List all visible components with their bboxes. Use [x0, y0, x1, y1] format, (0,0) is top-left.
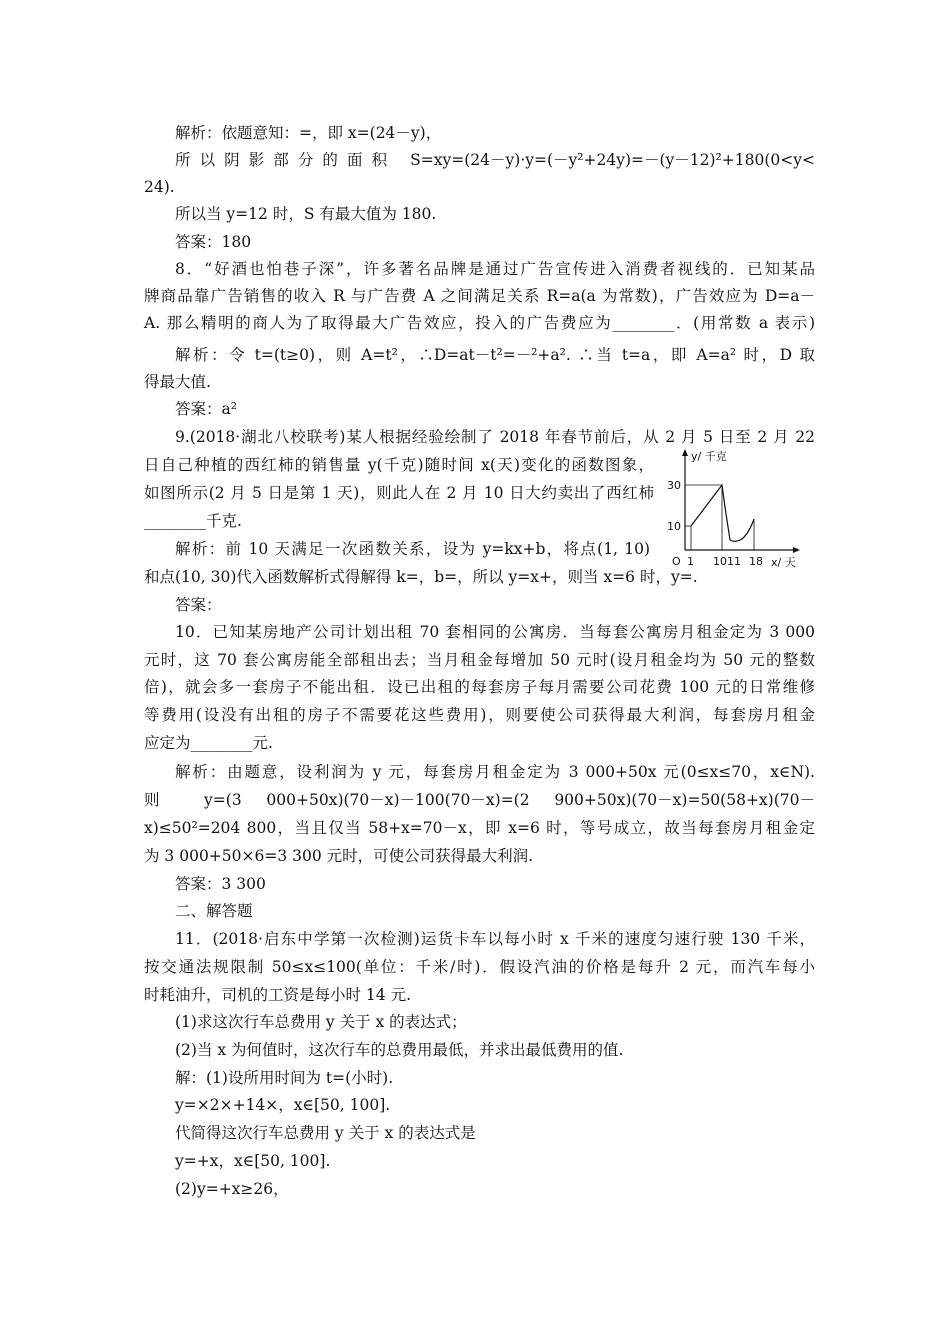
y-axis-arrow-icon: [682, 449, 688, 456]
section-heading: 二、解答题: [175, 902, 253, 920]
question-8: 8．“好酒也怕巷子深”，许多著名品牌是通过广告宣传进入消费者视线的．已知某品: [175, 260, 815, 278]
text-line: 倍)，就会多一套房子不能出租．设已出租的每套房子每月需要公司花费 100 元的日常维修: [144, 678, 815, 696]
text-line: y=×2×+14×，x∈[50, 100].: [175, 1096, 391, 1114]
question-10: 10．已知某房地产公司计划出租 70 套相同的公寓房．当每套公寓房月租金定为 3 000: [175, 623, 815, 641]
text-line: 应定为________元.: [144, 734, 273, 752]
text-line: 如图所示(2 月 5 日是第 1 天)，则此人在 2 月 10 日大约卖出了西红柿: [144, 484, 654, 502]
y-axis-label: y/ 千克: [691, 450, 727, 463]
text-line: A. 那么精明的商人为了取得最大广告效应，投入的广告费应为________．(用常数 a 表示): [144, 314, 815, 332]
y-tick-10: 10: [667, 520, 681, 533]
text-line: 解析：前 10 天满足一次函数关系，设为 y=kx+b，将点(1, 10): [175, 540, 650, 558]
text-line: 代简得这次行车总费用 y 关于 x 的表达式是: [175, 1124, 476, 1142]
x-axis-label: x/ 天: [771, 556, 796, 569]
y-tick-30: 30: [667, 479, 681, 492]
text-line: 解析：依题意知：=，即 x=(24－y)，: [175, 124, 442, 142]
text-line: 所以阴影部分的面积 S=xy=(24－y)·y=(－y²+24y)=－(y－12)²+180(0<y<: [175, 151, 815, 169]
x-tick-10: 10: [713, 555, 727, 568]
question-11: 11．(2018·启东中学第一次检测)运货卡车以每小时 x 千米的速度匀速行驶 130 千米，: [175, 930, 815, 948]
sales-curve: [691, 485, 730, 540]
text-line: 解：(1)设所用时间为 t=(小时).: [175, 1069, 394, 1087]
answer-line: 答案：: [175, 596, 222, 614]
x-tick-11: 11: [727, 555, 741, 568]
text-line: 得最大值.: [144, 373, 211, 391]
text-line: 等费用(设没有出租的房子不需要花这些费用)，则要使公司获得最大利润，每套房月租金: [144, 706, 815, 724]
text-line: (2)y=+x≥26，: [175, 1180, 289, 1198]
question-9: 9.(2018·湖北八校联考)某人根据经验绘制了 2018 年春节前后，从 2 月 5 日至 2 月 22: [175, 428, 815, 446]
text-line: 为 3 000+50×6=3 300 元时，可使公司获得最大利润.: [144, 847, 534, 865]
text-line: 24).: [144, 178, 175, 196]
sales-curve-tail: [730, 519, 754, 541]
text-line: 解析：令 t=(t≥0)，则 A=t²，∴D=at－t²=－²+a². ∴当 t=a，即 A=a² 时，D 取: [175, 346, 815, 364]
text-line: 则 y=(3 000+50x)(70－x)－100(70－x)=(2 900+50x)(70－x)=50(58+x)(70－: [144, 791, 815, 809]
text-line: ________千克.: [144, 512, 242, 530]
answer-line: 答案：3 300: [175, 875, 266, 893]
x-tick-1: 1: [687, 555, 694, 568]
text-line: (2)当 x 为何值时，这次行车的总费用最低，并求出最低费用的值.: [175, 1041, 624, 1059]
text-line: x)≤50²=204 800，当且仅当 58+x=70－x，即 x=6 时，等号成立，故当每套房月租金定: [144, 819, 815, 837]
text-line: 元时，这 70 套公寓房能全部租出去；当月租金每增加 50 元时(设月租金均为 50 元的整数: [144, 651, 815, 669]
x-axis-arrow-icon: [793, 547, 800, 553]
text-line: 时耗油升，司机的工资是每小时 14 元.: [144, 986, 412, 1004]
text-line: 所以当 y=12 时，S 有最大值为 180.: [175, 205, 437, 223]
text-line: y=+x，x∈[50, 100].: [175, 1152, 331, 1170]
text-line: 解析：由题意，设利润为 y 元，每套房月租金定为 3 000+50x 元(0≤x≤70，x∈N).: [175, 763, 815, 781]
sales-graph: [655, 447, 825, 572]
text-line: 日自己种植的西红柿的销售量 y(千克)随时间 x(天)变化的函数图象，: [144, 456, 654, 474]
text-line: 牌商品靠广告销售的收入 R 与广告费 A 之间满足关系 R=a(a 为常数)，广告效应为 D=a－: [144, 287, 815, 305]
answer-line: 答案：180: [175, 233, 252, 251]
text-line: 按交通法规限制 50≤x≤100(单位：千米/时)．假设汽油的价格是每升 2 元，而汽车每小: [144, 958, 815, 976]
answer-line: 答案：a²: [175, 400, 237, 418]
x-tick-18: 18: [749, 555, 763, 568]
origin-label: O: [672, 555, 681, 568]
text-line: 和点(10, 30)代入函数解析式得解得 k=，b=，所以 y=x+，则当 x=6 时，y=.: [144, 568, 698, 586]
text-line: (1)求这次行车总费用 y 关于 x 的表达式；: [175, 1013, 467, 1031]
